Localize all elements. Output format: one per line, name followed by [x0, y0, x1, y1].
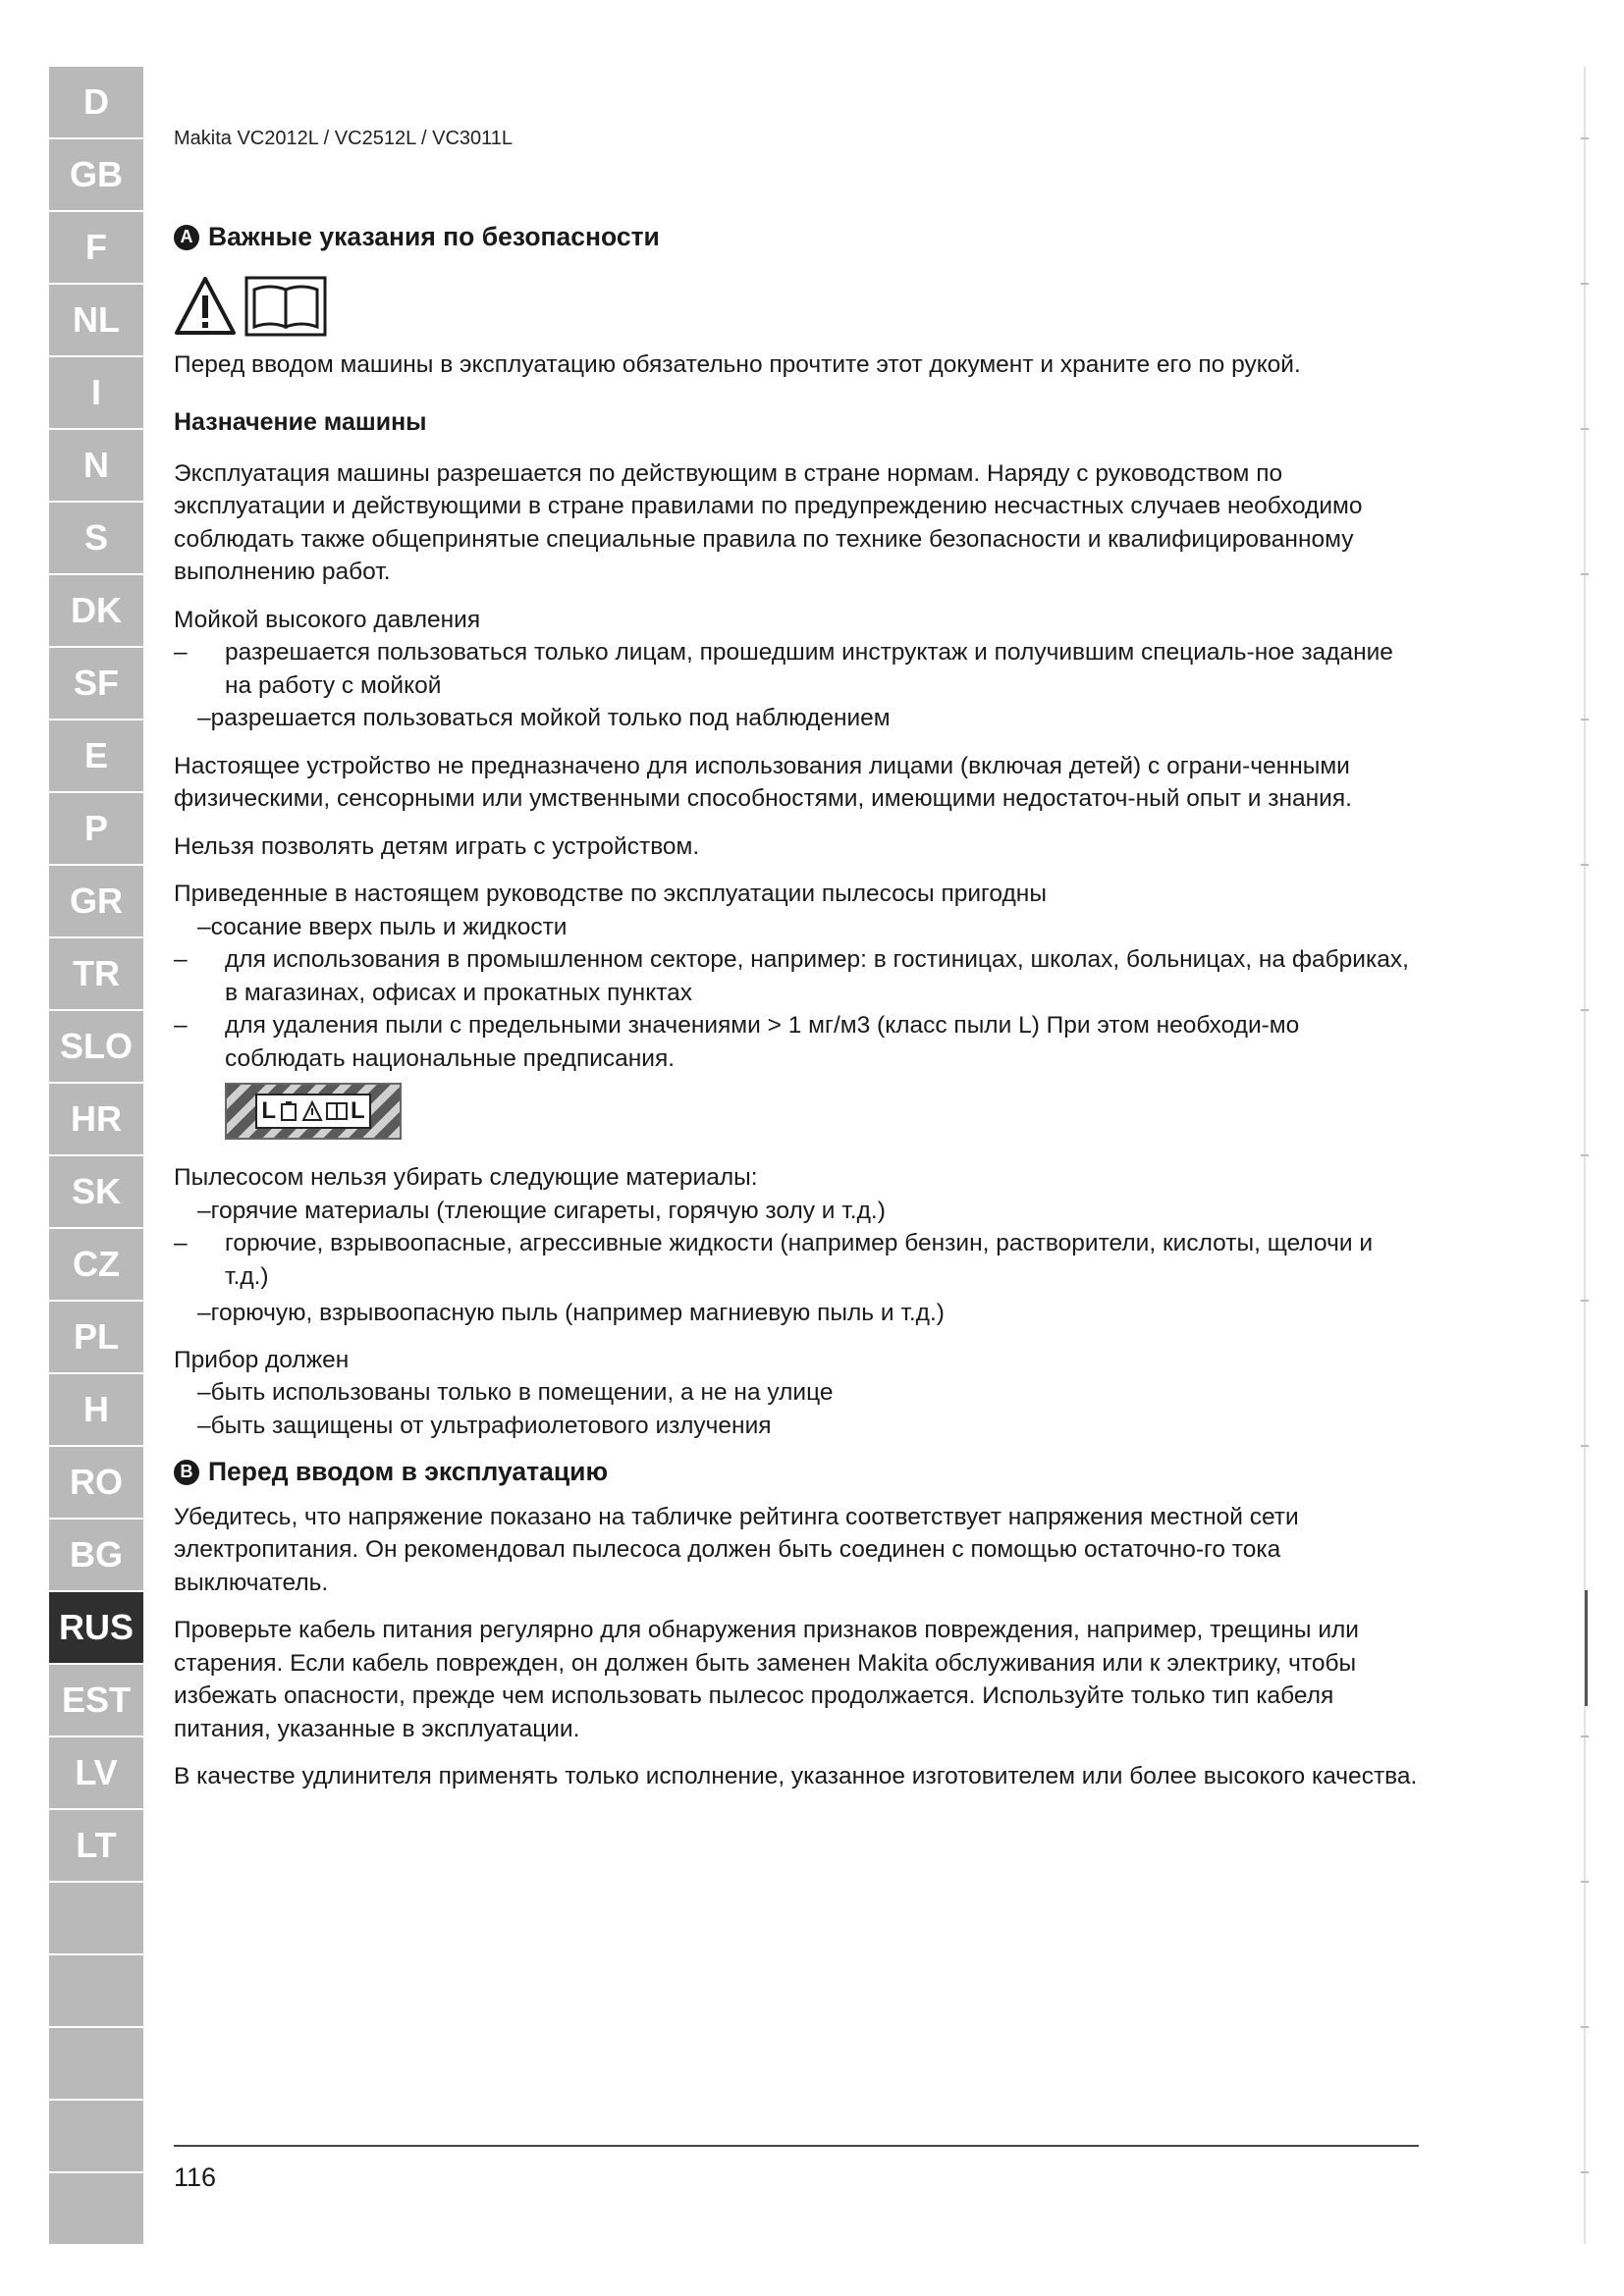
margin-tick: [1581, 1735, 1589, 1737]
margin-tick: [1581, 137, 1589, 139]
list-item: –быть использованы только в помещении, а не на улице: [197, 1379, 834, 1406]
lang-tab-hr[interactable]: HR: [49, 1084, 143, 1156]
lang-tab-pl[interactable]: PL: [49, 1302, 143, 1374]
lang-tab-blank: [49, 2101, 143, 2173]
margin-tick: [1581, 428, 1589, 430]
lang-tab-bg[interactable]: BG: [49, 1520, 143, 1592]
vacuum-symbol-icon: [279, 1100, 298, 1122]
lang-tab-lv[interactable]: LV: [49, 1737, 143, 1810]
lang-tab-slo[interactable]: SLO: [49, 1011, 143, 1084]
lang-tab-p[interactable]: P: [49, 793, 143, 866]
lang-tab-s[interactable]: S: [49, 503, 143, 575]
section-b-title: Перед вводом в эксплуатацию: [208, 1457, 609, 1486]
list-item-text: для использования в промышленном секторе, например: в гостиницах, школах, больницах, на фабриках, в магазинах, офисах и прокатных пунктах: [225, 946, 1409, 1006]
section-a-title: Важные указания по безопасности: [208, 222, 660, 251]
lang-tab-blank: [49, 2028, 143, 2101]
list-item: –горючую, взрывоопасную пыль (например магниевую пыль и т.д.): [197, 1300, 945, 1326]
margin-tick: [1581, 1154, 1589, 1156]
device-intro: Прибор должен: [174, 1346, 350, 1373]
section-a-heading: [174, 221, 1419, 254]
warning-triangle-icon: [174, 276, 237, 337]
page-number: 116: [174, 2163, 217, 2192]
lang-tab-h[interactable]: H: [49, 1374, 143, 1447]
lang-tab-f[interactable]: F: [49, 212, 143, 285]
list-item: –разрешается пользоваться мойкой только под наблюдением: [197, 705, 891, 731]
dust-class-l-label: [225, 1083, 402, 1140]
list-item-text: горючие, взрывоопасные, агрессивные жидкости (например бензин, растворители, кислоты, щелочи и т.д.): [225, 1230, 1374, 1290]
list-item-text: для удаления пыли с предельными значениями > 1 мг/м3 (класс пыли L) При этом необходи-мо соблюдать национальные предписания.: [225, 1012, 1300, 1072]
extension-paragraph: В качестве удлинителя применять только исполнение, указанное изготовителем или более высокого качества.: [174, 1763, 1418, 1789]
list-item: –сосание вверх пыль и жидкости: [197, 913, 568, 940]
children-warning: Нельзя позволять детям играть с устройством.: [174, 832, 700, 860]
purpose-paragraph: Эксплуатация машины разрешается по действующим в стране нормам. Наряду с руководством по эксплуатации и действующими в стране правилами по предупреждению несчастных случаев необходимо соблюдать также общепринятые специальные правила по технике безопасности и квалифицированному выполнению работ.: [174, 459, 1363, 585]
dash-marker: –: [174, 1012, 188, 1039]
dust-class-letter-left: L: [261, 1097, 276, 1125]
lang-tab-sf[interactable]: SF: [49, 648, 143, 721]
dash-marker: –: [174, 639, 188, 666]
list-item: [174, 1227, 1419, 1293]
margin-tick: [1581, 1300, 1589, 1302]
lang-tab-d[interactable]: D: [49, 67, 143, 139]
footer-divider: [174, 2145, 1419, 2147]
margin-tick: [1581, 719, 1589, 721]
margin-tick: [1581, 864, 1589, 866]
active-section-marker: [1585, 1590, 1588, 1706]
lang-tab-e[interactable]: E: [49, 721, 143, 793]
lang-tab-dk[interactable]: DK: [49, 575, 143, 648]
manual-book-icon: [244, 276, 327, 337]
section-b-badge: B: [174, 1460, 199, 1485]
margin-tick: [1581, 2026, 1589, 2028]
margin-tick: [1581, 573, 1589, 575]
lang-tab-blank: [49, 1955, 143, 2028]
lang-tab-cz[interactable]: CZ: [49, 1229, 143, 1302]
margin-tick: [1581, 283, 1589, 285]
list-item: –горячие материалы (тлеющие сигареты, горячую золу и т.д.): [197, 1197, 886, 1224]
voltage-paragraph: Убедитесь, что напряжение показано на табличке рейтинга соответствует напряжения местной сети электропитания. Он рекомендовал пылесоса должен быть соединен с помощью остаточно-го тока выключатель.: [174, 1503, 1299, 1596]
intro-paragraph: Перед вводом машины в эксплуатацию обязательно прочтите этот документ и храните его по рукой.: [174, 350, 1301, 378]
purpose-heading: Назначение машины: [174, 408, 427, 436]
lang-tab-blank: [49, 1883, 143, 1955]
safety-symbols: [174, 276, 1419, 337]
list-item: [174, 1009, 1419, 1075]
list-item: –быть защищены от ультрафиолетового излучения: [197, 1412, 772, 1439]
dust-class-l-plate: [255, 1094, 370, 1129]
list-item: [174, 636, 1419, 702]
forbidden-intro: Пылесосом нельзя убирать следующие материалы:: [174, 1164, 758, 1191]
list-item-text: разрешается пользоваться только лицам, прошедшим инструктаж и получившим специаль-ное задание на работу с мойкой: [225, 639, 1393, 699]
not-intended-paragraph: Настоящее устройство не предназначено для использования лицами (включая детей) с ограни-ченными физическими, сенсорными или умственными способностями, имеющими недостаточ-ный опыт и знания.: [174, 752, 1352, 812]
section-b-heading: [174, 1456, 1419, 1489]
dash-marker: –: [174, 946, 188, 973]
margin-tick: [1581, 1881, 1589, 1883]
lang-tab-gr[interactable]: GR: [49, 866, 143, 938]
model-header: Makita VC2012L / VC2512L / VC3011L: [174, 128, 514, 149]
page-content: [174, 221, 1419, 1793]
cable-paragraph: Проверьте кабель питания регулярно для обнаружения признаков повреждения, например, трещины или старения. Если кабель поврежден, он должен быть заменен Makita обслуживания или к электрику, чтобы избежать опасности, прежде чем использовать пылесос продолжается. Используйте только тип кабеля питания, указанные в эксплуатации.: [174, 1617, 1359, 1742]
suitable-intro: Приведенные в настоящем руководстве по эксплуатации пылесосы пригодны: [174, 881, 1047, 907]
lang-tab-lt[interactable]: LT: [49, 1810, 143, 1883]
lang-tab-i[interactable]: I: [49, 357, 143, 430]
lang-tab-gb[interactable]: GB: [49, 139, 143, 212]
margin-tick: [1581, 2171, 1589, 2173]
lang-tab-tr[interactable]: TR: [49, 938, 143, 1011]
language-tab-strip: [49, 67, 143, 2244]
section-a-badge: A: [174, 225, 199, 250]
margin-tick: [1581, 1009, 1589, 1011]
lang-tab-est[interactable]: EST: [49, 1665, 143, 1737]
lang-tab-sk[interactable]: SK: [49, 1156, 143, 1229]
margin-tick: [1581, 1445, 1589, 1447]
warning-triangle-small-icon: [301, 1100, 323, 1122]
washer-intro: Мойкой высокого давления: [174, 606, 481, 633]
lang-tab-nl[interactable]: NL: [49, 285, 143, 357]
dash-marker: –: [174, 1230, 188, 1256]
lang-tab-ro[interactable]: RO: [49, 1447, 143, 1520]
dust-class-letter-right: L: [351, 1097, 365, 1125]
lang-tab-rus[interactable]: RUS: [49, 1592, 143, 1665]
lang-tab-n[interactable]: N: [49, 430, 143, 503]
list-item: [174, 943, 1419, 1009]
manual-book-small-icon: [326, 1100, 348, 1122]
